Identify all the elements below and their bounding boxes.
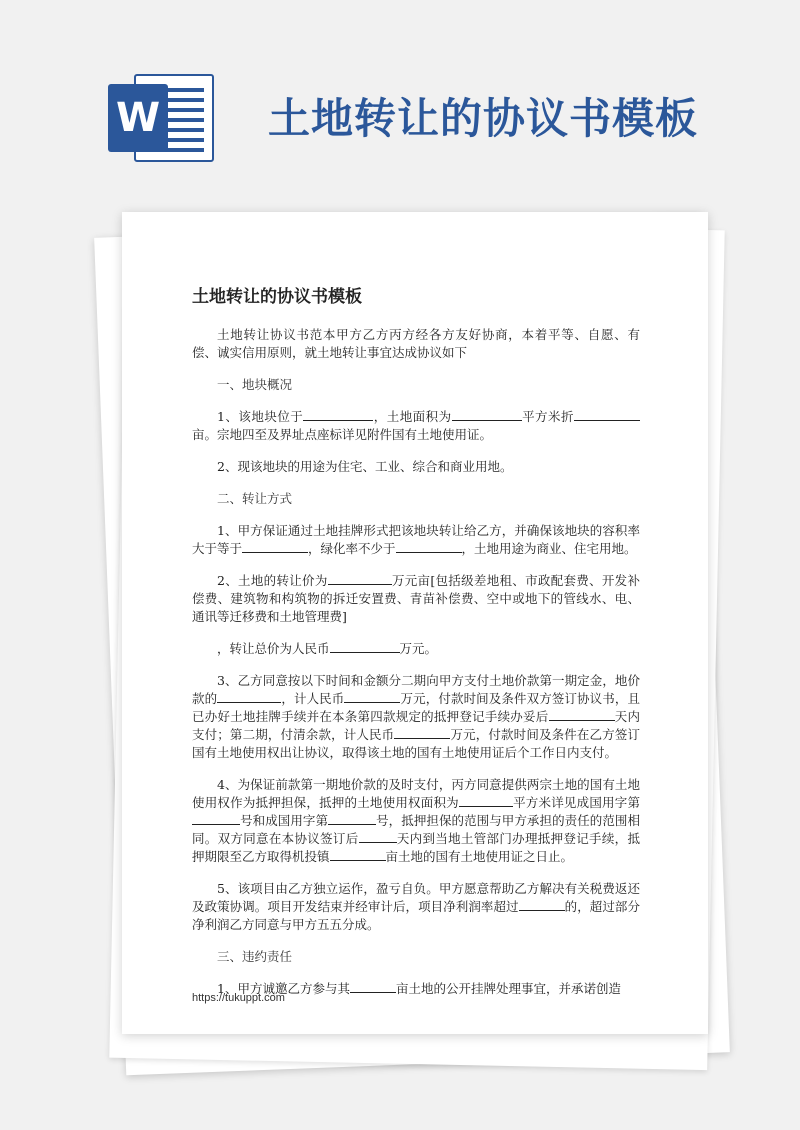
fill-blank[interactable] <box>330 640 400 653</box>
paragraph-s2-1: 1、甲方保证通过土地挂牌形式把该地块转让给乙方，并确保该地块的容积率大于等于 ，绿化率不少于 ，土地用途为商业、住宅用地。 <box>192 523 640 556</box>
section-heading-2: 二、转让方式 <box>217 491 293 506</box>
document-body <box>192 326 640 1012</box>
fill-blank[interactable] <box>328 572 392 585</box>
page-title: 土地转让的协议书模板 <box>268 94 699 143</box>
fill-blank[interactable] <box>574 408 640 421</box>
fill-blank[interactable] <box>350 980 396 993</box>
fill-blank[interactable] <box>217 690 281 703</box>
paragraph-s2-6: 5、该项目由乙方独立运作，盈亏自负。甲方愿意帮助乙方解决有关税费返还及政策协调。项目开发结束并经审计后，项目净利润率超过 的，超过部分净利润乙方同意与甲方五五分成。 <box>192 881 640 932</box>
fill-blank[interactable] <box>452 408 522 421</box>
paragraph-s2-5: 4、为保证前款第一期地价款的及时支付，丙方同意提供两宗土地的国有土地使用权作为抵押担保，抵押的土地使用权面积为 平方米详见成国用字第号和成国用字第 号，抵押担保的范围与甲方承担的责任的范围相同。双方同意在本协议签订后 天内到当地土管部门办理抵押登记手续，抵押期限至乙方取得机投镇 亩土地的国有土地使用证之日止。 <box>192 777 640 864</box>
fill-blank[interactable] <box>459 794 513 807</box>
fill-blank[interactable] <box>519 898 565 911</box>
section-heading-3: 三、违约责任 <box>217 949 293 964</box>
paragraph-s2-3: ，转让总价为人民币 万元。 <box>217 641 438 656</box>
paragraph-s1-1: 1、该地块位于 ，土地面积为 平方米折亩。宗地四至及界址点座标详见附件国有土地使用证。 <box>192 408 640 444</box>
fill-blank[interactable] <box>549 708 615 721</box>
word-logo <box>108 70 220 166</box>
fill-blank[interactable] <box>242 540 308 553</box>
fill-blank[interactable] <box>192 812 240 825</box>
paragraph-s1-2: 2、现该地块的用途为住宅、工业、综合和商业用地。 <box>217 459 513 474</box>
fill-blank[interactable] <box>396 540 462 553</box>
fill-blank[interactable] <box>359 830 397 843</box>
fill-blank[interactable] <box>330 848 386 861</box>
footer-url[interactable]: https://tukuppt.com <box>192 992 285 1004</box>
document-page <box>122 212 708 1034</box>
fill-blank[interactable] <box>394 726 450 739</box>
fill-blank[interactable] <box>303 408 373 421</box>
document-title: 土地转让的协议书模板 <box>192 287 362 307</box>
fill-blank[interactable] <box>328 812 376 825</box>
fill-blank[interactable] <box>344 690 400 703</box>
section-heading-1: 一、地块概况 <box>217 377 293 392</box>
word-w-icon: W <box>108 84 168 152</box>
paragraph-s3-1: 1、甲方诚邀乙方参与其 亩土地的公开挂牌处理事宜，并承诺创造 <box>217 981 621 996</box>
intro-paragraph: 土地转让协议书范本甲方乙方丙方经各方友好协商，本着平等、自愿、有偿、诚实信用原则，就土地转让事宜达成协议如下 <box>192 327 640 360</box>
paragraph-s2-2: 2、土地的转让价为 万元亩[包括级差地租、市政配套费、开发补偿费、建筑物和构筑物的拆迁安置费、青苗补偿费、空中或地下的管线水、电、通讯等迁移费和土地管理费] <box>192 573 640 624</box>
paragraph-s2-4: 3、乙方同意按以下时间和金额分二期向甲方支付土地价款第一期定金，地价款的 ，计人民币 万元，付款时间及条件双方签订协议书，且已办好土地挂牌手续并在本条第四款规定的抵押登记手续办妥后 天内支付；第二期，付清余款，计人民币 万元，付款时间及条件在乙方签订国有土地使用权出让协议，取得该土地的国有土地使用证后个工作日内支付。 <box>192 673 640 760</box>
